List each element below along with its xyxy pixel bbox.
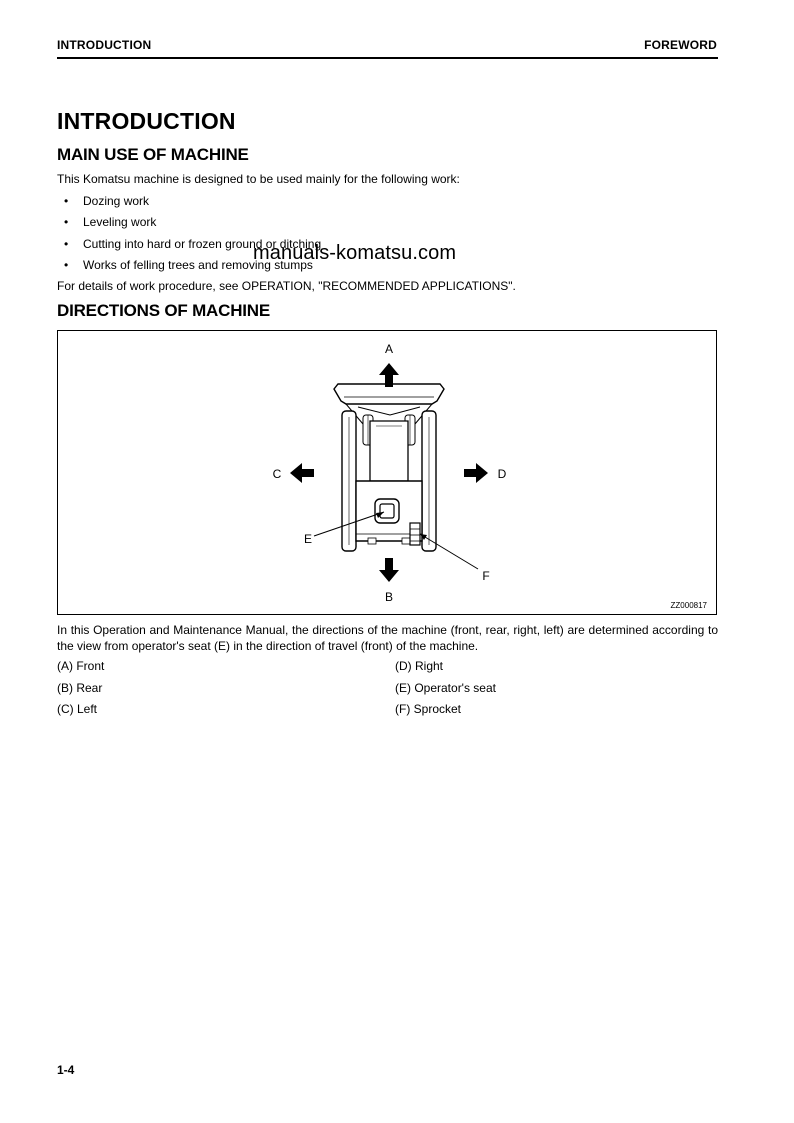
arrow-right-icon	[464, 463, 488, 483]
main-use-intro: This Komatsu machine is designed to be used mainly for the following work:	[57, 172, 460, 186]
arrow-left-icon	[290, 463, 314, 483]
figure-code: ZZ000817	[670, 601, 707, 610]
list-item-text: Works of felling trees and removing stumps	[83, 257, 313, 272]
label-operator-seat: E	[303, 532, 313, 546]
machine-top-view-diagram	[58, 331, 718, 616]
list-item-text: Dozing work	[83, 194, 150, 208]
sprocket-shape	[410, 523, 420, 545]
bullet-icon: •	[64, 194, 69, 208]
engine-hood	[370, 421, 408, 481]
list-item-text: Leveling work	[83, 215, 157, 230]
bullet-icon: •	[64, 215, 69, 230]
label-sprocket: F	[482, 569, 490, 583]
legend-item-left: (C) Left	[57, 702, 98, 716]
work-list	[57, 194, 321, 279]
watermark-text: manuals-komatsu.com	[253, 242, 457, 264]
legend-item-rear: (B) Rear	[57, 681, 103, 695]
running-header-right: FOREWORD	[644, 38, 717, 52]
page-title: INTRODUCTION	[57, 108, 236, 134]
legend-item-sprocket: (F) Sprocket	[395, 702, 462, 716]
bullet-icon: •	[64, 236, 69, 251]
work-procedure-reference: For details of work procedure, see OPERATION, "RECOMMENDED APPLICATIONS".	[57, 279, 516, 293]
page-number: 1-4	[57, 1063, 75, 1077]
arrow-down-icon	[379, 558, 399, 582]
label-right: D	[497, 467, 507, 481]
header-rule	[57, 57, 718, 59]
legend-item-right: (D) Right	[395, 659, 444, 673]
legend-item-front: (A) Front	[57, 659, 105, 673]
directions-paragraph: In this Operation and Maintenance Manual, the directions of the machine (front, rear, right, left) are determined according to the view from operator's seat (E) in the direction of travel (front) of the machine.	[57, 623, 718, 653]
label-front: A	[384, 342, 394, 356]
list-item	[57, 215, 321, 236]
running-header-left: INTRODUCTION	[57, 38, 152, 52]
list-item-text: Cutting into hard or frozen ground or ditching	[83, 236, 322, 251]
list-item	[57, 194, 321, 215]
label-rear: B	[384, 590, 394, 604]
machine-directions-figure	[57, 330, 717, 615]
bullet-icon: •	[64, 257, 69, 272]
main-use-heading: MAIN USE OF MACHINE	[57, 145, 249, 164]
directions-heading: DIRECTIONS OF MACHINE	[57, 301, 271, 320]
legend-item-operator-seat: (E) Operator's seat	[395, 681, 496, 695]
label-left: C	[272, 467, 282, 481]
